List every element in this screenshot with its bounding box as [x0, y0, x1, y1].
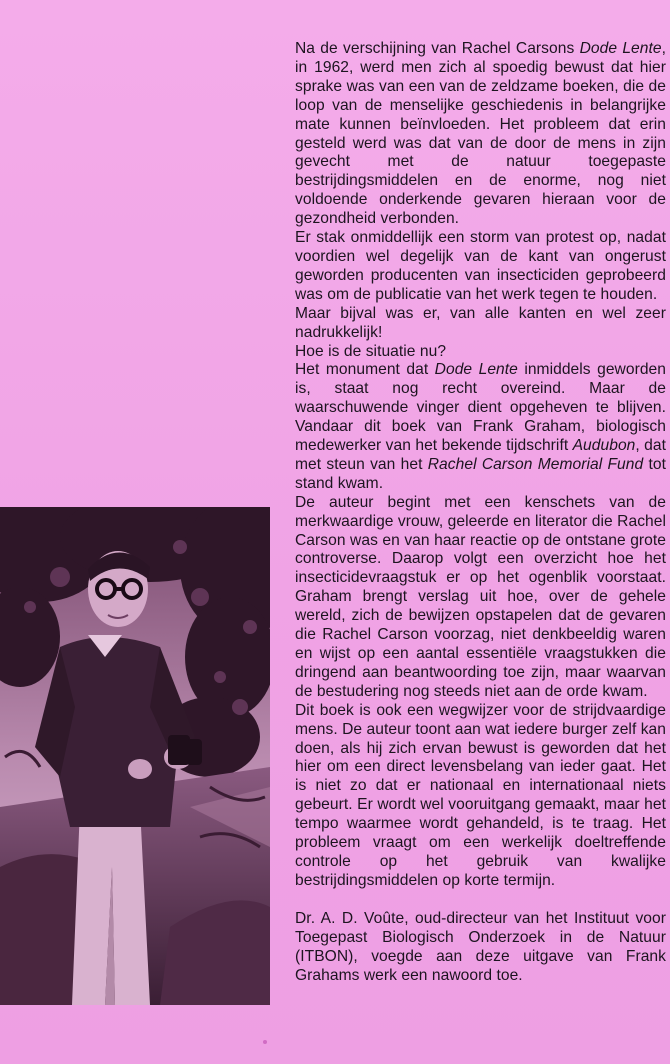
- author-photo: [0, 507, 270, 1005]
- paragraph-question: Hoe is de situatie nu?: [295, 342, 447, 360]
- text-run: , in 1962, werd men zich al spoedig bewust dat hier sprake was van een van de zeldzame boeken, die de loop van de menselijke geschiedenis in belangrijke mate kunnen beïnvloeden. Het probleem dat erin gesteld werd was dat van de door de mens in zijn gevecht met de natuur toegepaste bestrijdingsmiddelen en de enorme, nog niet voldoende onderkende gevaren hieraan voor de gezondheid verbonden.: [295, 40, 666, 228]
- text-run: , dat met steun van het: [295, 437, 667, 473]
- paragraph-monument: [295, 361, 666, 493]
- paragraph-protest: Er stak onmiddellijk een storm van protest op, nadat voordien wel degelijk van de kant van ongerust geworden producenten van insecticiden geprobeerd was om de publicatie van het werk tegen te houden.: [295, 229, 666, 303]
- book-title: Dode Lente: [434, 361, 518, 379]
- print-mark: [263, 1040, 267, 1044]
- magazine-title: Audubon: [572, 437, 636, 455]
- book-title: Dode Lente: [579, 40, 662, 57]
- text-run: tot stand kwam.: [295, 455, 666, 492]
- blurb-text: [295, 40, 666, 985]
- paragraph-afterword: Dr. A. D. Voûte, oud-directeur van het Instituut voor Toegepast Biologisch Onderzoek in de Natuur (ITBON), voegde aan deze uitgave van Frank Grahams werk een nawoord toe.: [295, 909, 666, 984]
- man-with-binoculars-photo: [0, 507, 270, 1005]
- text-run: inmiddels geworden is, staat nog recht overeind. Maar de waarschuwende vinger dient opgeheven te blijven. Vandaar dit boek van Frank Graham, biologisch medewerker van het bekende tijdschrift: [295, 361, 666, 455]
- paragraph-bijval: Maar bijval was er, van alle kanten en wel zeer nadrukkelijk!: [295, 304, 666, 341]
- fund-name: Rachel Carson Memorial Fund: [427, 455, 644, 473]
- text-run: Het monument dat: [295, 361, 435, 379]
- paragraph-guide: Dit boek is ook een wegwijzer voor de strijdvaardige mens. De auteur toont aan wat iedere burger zelf kan doen, als hij zich ervan bewust is geworden dat het hier om een direct levensbelang van ieder gaat. Het is niet zo dat er nationaal en internationaal niets gebeurt. Er wordt wel vooruitgang gemaakt, maar het tempo waarmee wordt gehandeld, is te traag. Het probleem vraagt om een werkelijk doeltreffende controle op het gebruik van kwalijke bestrijdingsmiddelen op korte termijn.: [295, 701, 667, 889]
- paragraph-author: De auteur begint met een kenschets van de merkwaardige vrouw, geleerde en literator die Rachel Carson was en van haar reactie op de ontstane grote controverse. Daarop volgt een overzicht hoe het insecticidevraagstuk er op het ogenblik voorstaat. Graham brengt verslag uit hoe, over de gehele wereld, zich de bewijzen opstapelen dat de gevaren die Rachel Carson voorzag, niet denkbeeldig waren en wijst op een aantal essentiële vraagstukken die dringend aan beantwoording toe zijn, maar waarvan de bestudering nog steeds niet aan de orde kwam.: [295, 493, 666, 700]
- paragraph-intro: [295, 40, 666, 229]
- text-run: Na de verschijning van Rachel Carsons: [295, 40, 580, 57]
